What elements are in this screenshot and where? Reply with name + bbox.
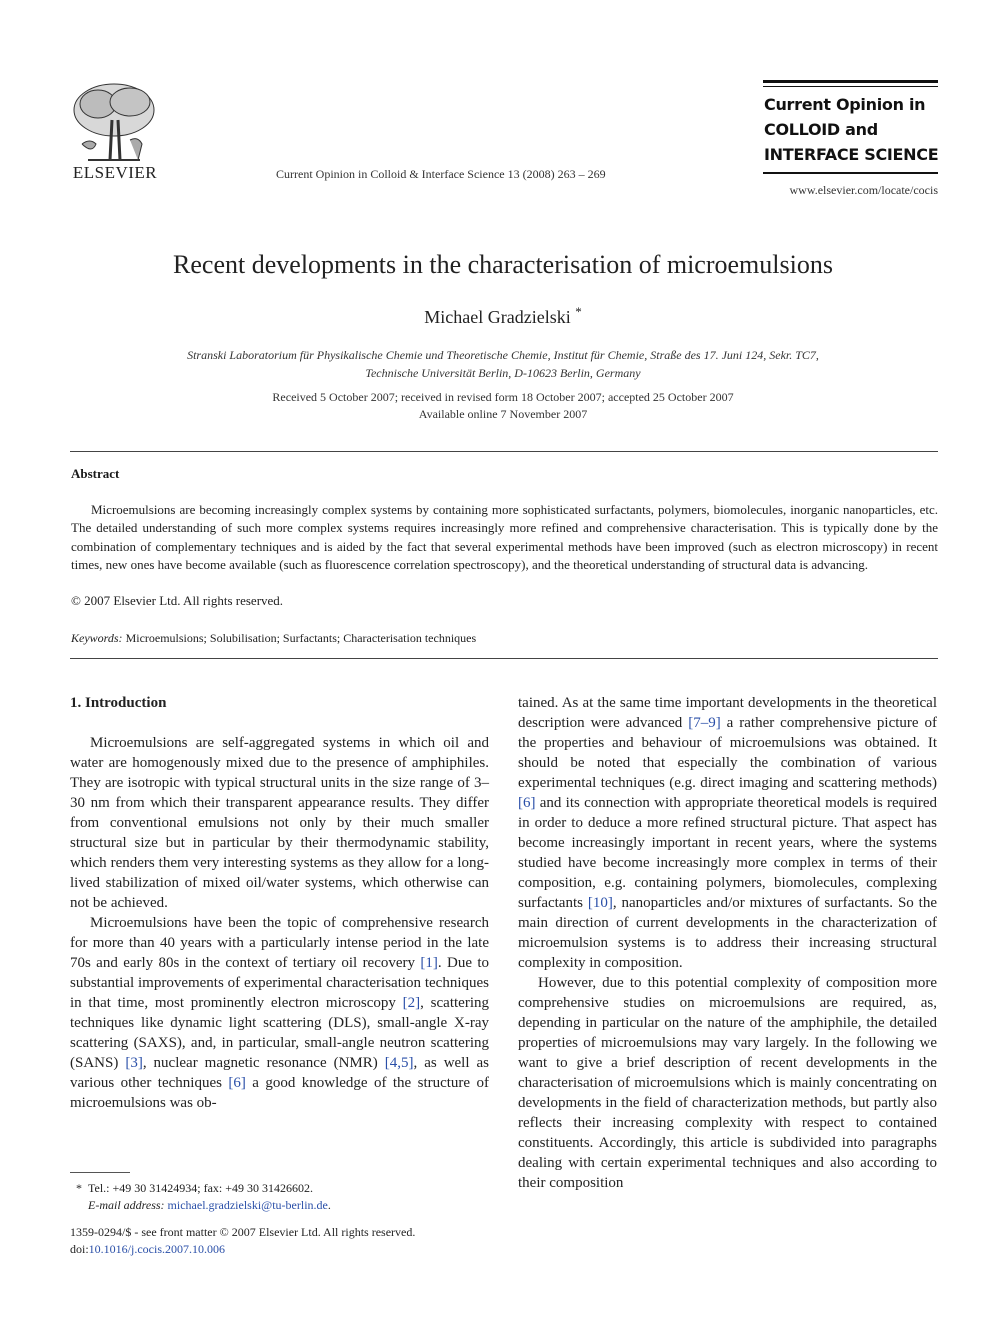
- brand-line: INTERFACE SCIENCE: [764, 145, 939, 164]
- body-paragraph: Microemulsions have been the topic of comprehensive research for more than 40 years with a particularly intense period in the late 70s and early 80s in the context of tertiary oil recovery [1]. Due to substantial improvements of experimental characterisation techniques in that time, most prominently electron microscopy [2], scattering techniques like dynamic light scattering (DLS), small-angle X-ray scattering (SAXS), and, in particular, small-angle neutron scattering (SANS) [3], nuclear magnetic resonance (NMR) [4,5], as well as various other techniques [6] a good knowledge of the structure of microemulsions was ob-: [70, 915, 489, 1111]
- footnote-rule: [70, 1172, 130, 1173]
- abstract-body: [71, 501, 938, 575]
- keywords-list: Microemulsions; Solubilisation; Surfactants; Characterisation techniques: [125, 631, 477, 645]
- journal-citation: Current Opinion in Colloid & Interface Science 13 (2008) 263 – 269: [276, 167, 606, 181]
- affiliation: [100, 346, 906, 382]
- article-title: Recent developments in the characterisation of microemulsions: [173, 250, 833, 279]
- brand-rule-top: [763, 80, 938, 83]
- body-paragraph: However, due to this potential complexity of composition more comprehensive studies on microemulsions are required, as, depending in particular on the nature of the amphiphile, the detailed properties of microemulsions may vary largely. In the following we want to give a brief description of recent developments in the characterisation of microemulsions which is mainly concentrating on developments in the field of characterization methods, but partly also reflects their increasing complexity with respect to contained constituents. Accordingly, this article is subdivided into paragraphs dealing with certain experimental techniques and also according to their composition: [518, 975, 937, 1191]
- journal-homepage-link[interactable]: www.elsevier.com/locate/cocis: [789, 183, 938, 197]
- footnote-email: E-mail address: michael.gradzielski@tu-berlin.de.: [88, 1198, 331, 1212]
- brand-rule-bottom: [763, 172, 938, 174]
- citation-link[interactable]: [10]: [587, 895, 613, 911]
- journal-brand: [764, 92, 939, 167]
- front-matter: [70, 1224, 415, 1258]
- citation-link[interactable]: [4,5]: [384, 1055, 414, 1071]
- body-paragraph: Microemulsions are self-aggregated systems in which oil and water are homogenously mixed due to the presence of amphiphiles. They are isotropic with typical structural units in the size range of 3–30 nm from which their transparent appearance results. They differ from conventional emulsions not only by their much smaller structural size but in particular by their thermodynamic stability, which renders them very interesting systems as they allow for a long-lived stabilization of mixed oil/water systems, which otherwise can not be achieved.: [70, 735, 489, 911]
- online-date: Available online 7 November 2007: [418, 407, 588, 421]
- brand-rule-top-thin: [763, 86, 938, 87]
- footnote-contact: * Tel.: +49 30 31424934; fax: +49 30 31426602.: [76, 1181, 314, 1195]
- body-column-left: [70, 693, 489, 1113]
- body-paragraph: tained. As at the same time important developments in the theoretical description were advanced [7–9] a rather comprehensive picture of the properties and behaviour of microemulsions was obtained. It should be noted that especially the combination of various experimental techniques (e.g. direct imaging and scattering methods) [6] and its connection with appropriate theoretical models is required in order to deduce a more refined structural picture. That aspect has become increasingly important in recent years, where the systems studied have become increasingly more complex in terms of their composition, e.g. containing polymers, biomolecules, complexing surfactants [10], nanoparticles and/or mixtures of surfactants. So the main direction of current developments in the characterization of microemulsion systems is to address their increasing structural complexity in composition.: [518, 695, 937, 971]
- citation-link[interactable]: [7–9]: [688, 715, 721, 731]
- doi-line: doi:10.1016/j.cocis.2007.10.006: [70, 1242, 225, 1256]
- brand-line: Current Opinion in: [764, 95, 926, 114]
- abstract-paragraph: Microemulsions are becoming increasingly complex systems by containing more sophisticated surfactants, polymers, biomolecules, inorganic nanoparticles, etc. The detailed understanding of such more complex systems requires increasingly more refined and comprehensive characterisation. This is typically done by the combination of complementary techniques and is aided by the fact that several experimental methods have been improved (such as electron microscopy) in recent times, new ones have become available (such as fluorescence correlation spectroscopy), and the theoretical understanding of structural data is advancing.: [71, 502, 938, 573]
- author-footnote-mark[interactable]: *: [575, 304, 582, 319]
- citation-link[interactable]: [2]: [402, 995, 421, 1011]
- body-column-right: [518, 693, 937, 1193]
- citation-link[interactable]: [1]: [420, 955, 438, 971]
- keywords: [71, 631, 476, 646]
- abstract-heading: Abstract: [71, 466, 120, 481]
- divider: [70, 451, 938, 452]
- article-dates: [100, 389, 906, 423]
- author-name[interactable]: Michael Gradzielski: [424, 307, 571, 327]
- divider: [70, 658, 938, 659]
- author-footnote: [70, 1180, 331, 1214]
- email-link[interactable]: michael.gradzielski@tu-berlin.de: [167, 1198, 328, 1212]
- doi-link[interactable]: 10.1016/j.cocis.2007.10.006: [88, 1242, 225, 1256]
- issn-line: 1359-0294/$ - see front matter © 2007 Elsevier Ltd. All rights reserved.: [70, 1225, 416, 1239]
- affiliation-line: Technische Universität Berlin, D-10623 Berlin, Germany: [365, 366, 641, 380]
- author-line: [0, 304, 992, 328]
- citation-link[interactable]: [6]: [228, 1075, 246, 1091]
- section-heading: 1. Introduction: [70, 695, 167, 711]
- keywords-label: Keywords:: [71, 631, 123, 645]
- affiliation-line: Stranski Laboratorium für Physikalische Chemie und Theoretische Chemie, Institut für Chemie, Straße des 17. Juni 124, Sekr. TC7,: [187, 348, 819, 362]
- citation-link[interactable]: [6]: [518, 795, 536, 811]
- abstract-copyright: © 2007 Elsevier Ltd. All rights reserved.: [71, 593, 284, 608]
- publisher-name: ELSEVIER: [72, 163, 158, 182]
- history-dates: Received 5 October 2007; received in revised form 18 October 2007; accepted 25 October 2007: [272, 390, 734, 404]
- citation-link[interactable]: [3]: [125, 1055, 143, 1071]
- brand-line: COLLOID and: [764, 120, 878, 139]
